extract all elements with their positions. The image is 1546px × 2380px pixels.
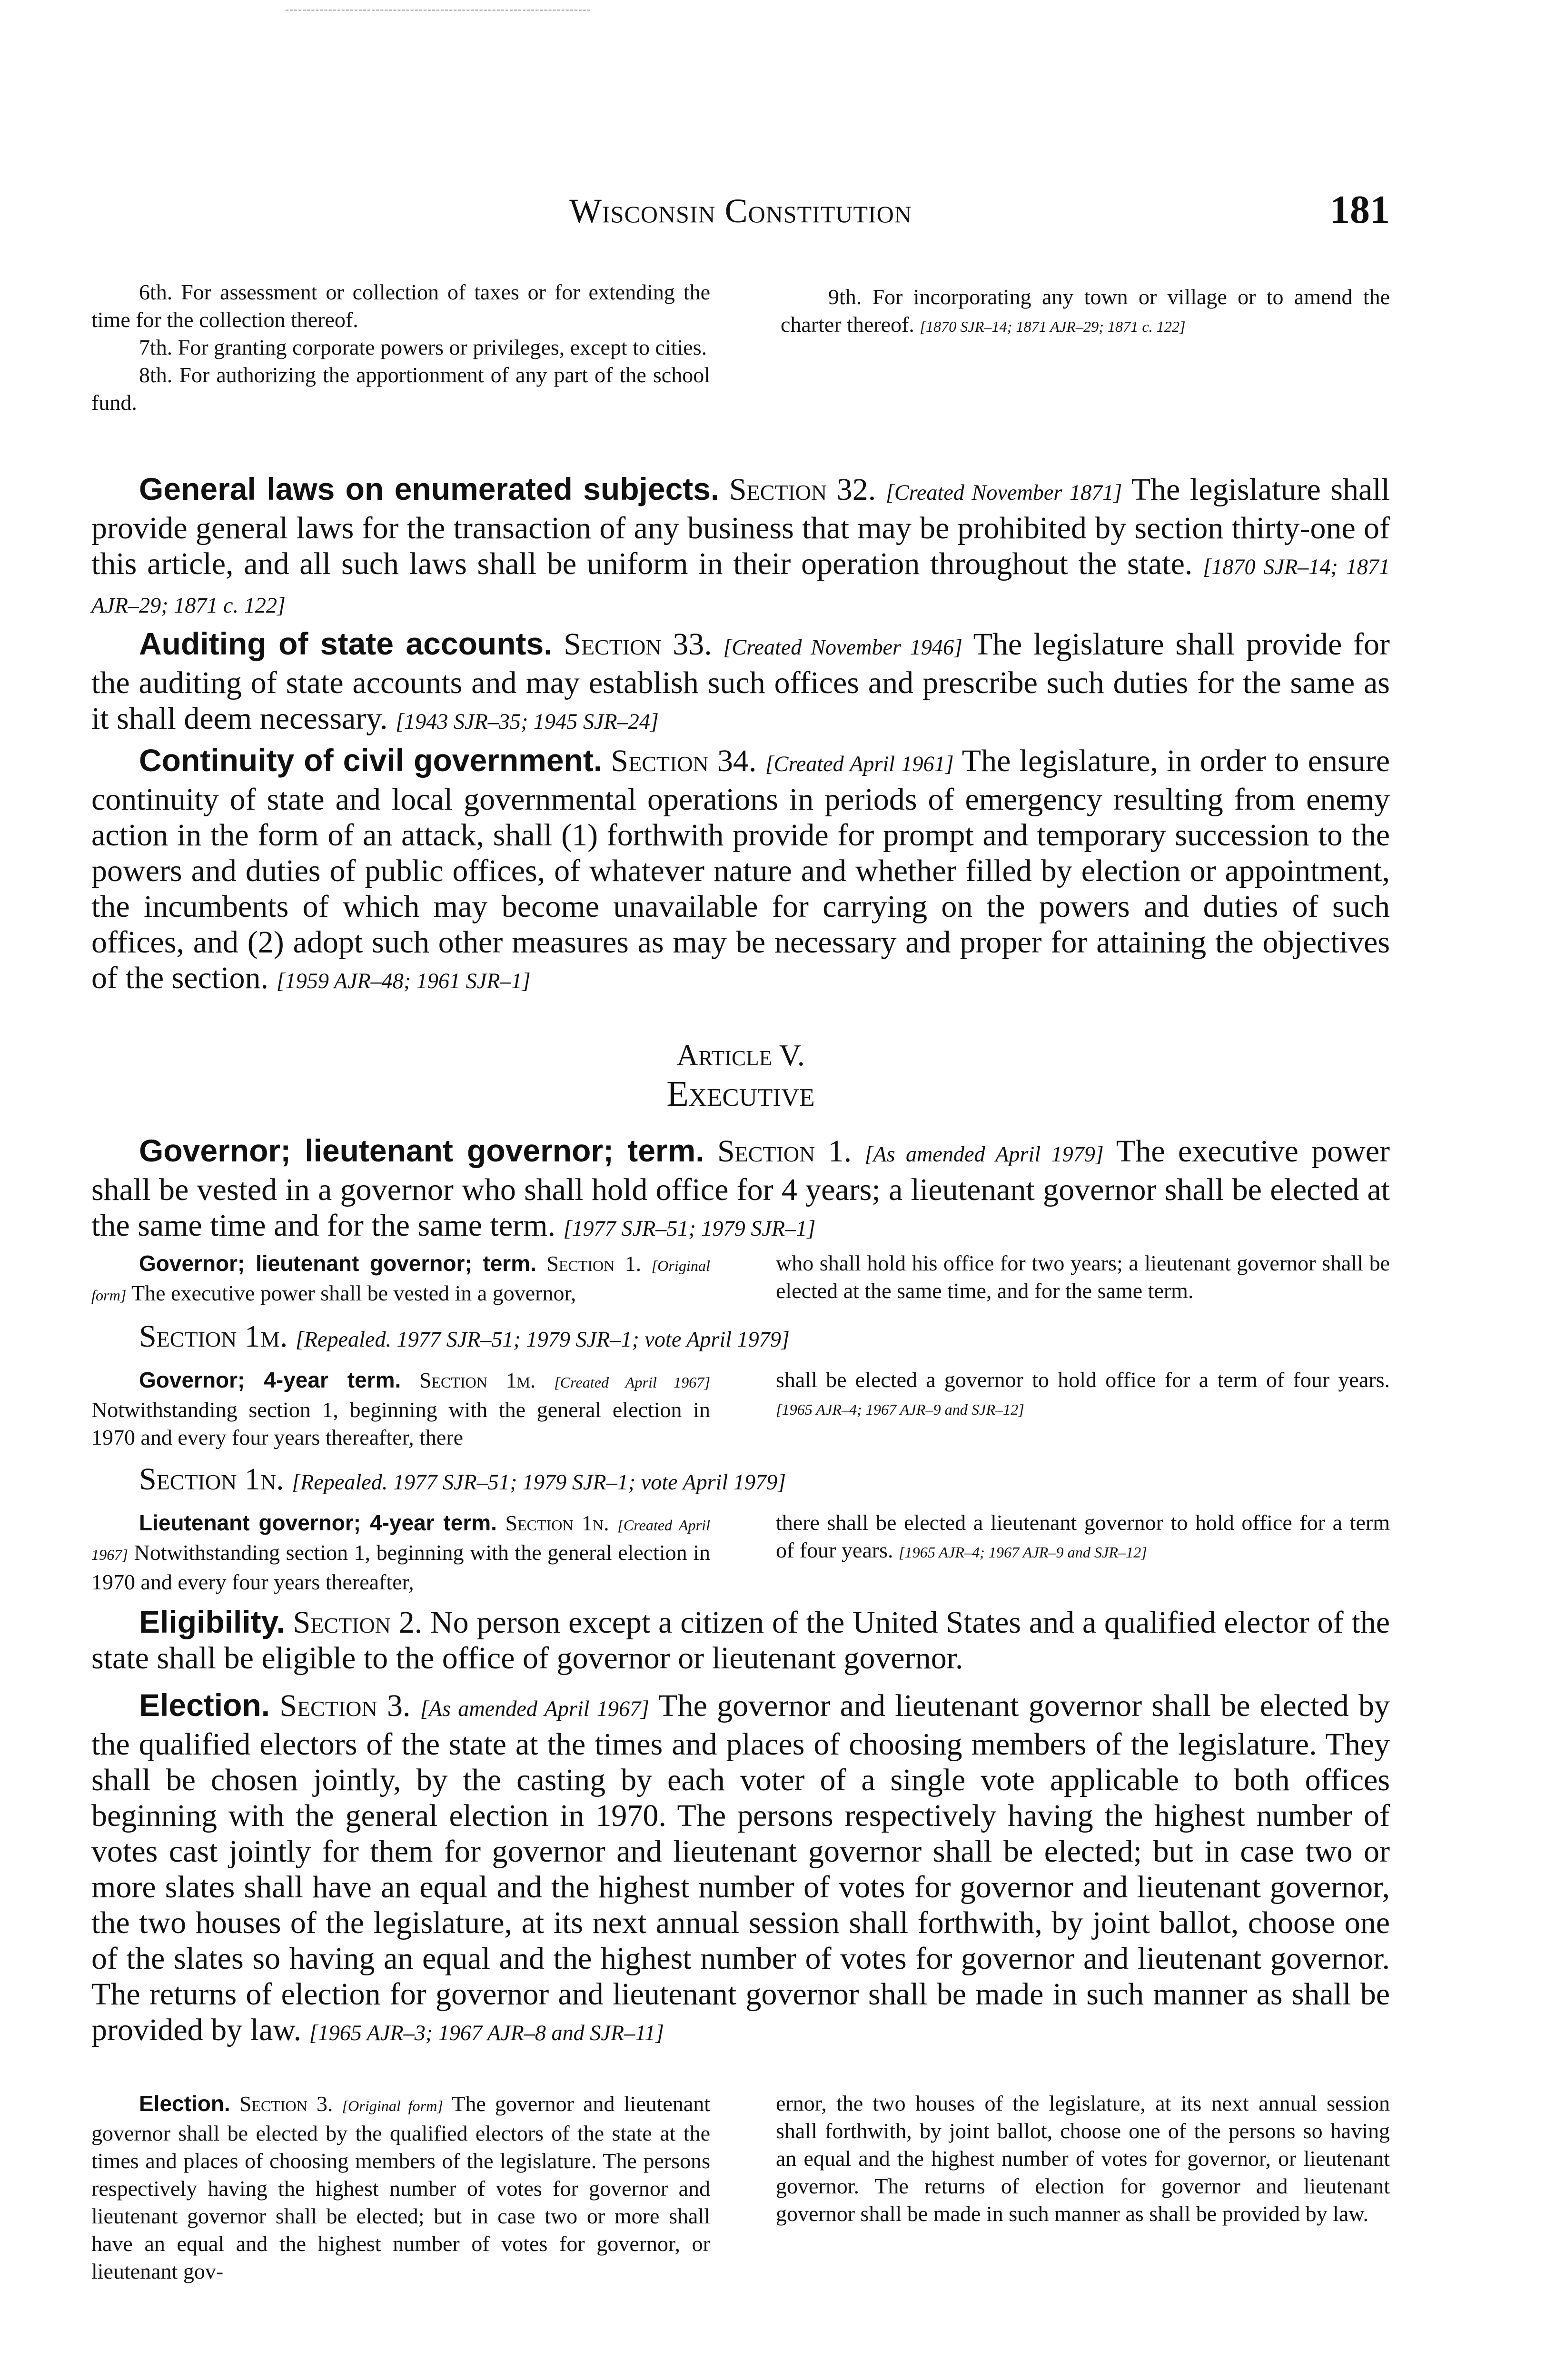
section-1n-original-left — [91, 1509, 710, 1596]
section-note: [Created April 1961] — [765, 752, 954, 776]
section-note: [Repealed. 1977 SJR–51; 1979 SJR–1; vote April 1979] — [292, 1470, 786, 1494]
article-v-section-3 — [91, 1687, 1390, 2051]
original-form-right — [776, 1250, 1390, 1305]
section-number: Section 1. — [717, 1134, 852, 1169]
section-note: [Original form] — [91, 1257, 711, 1304]
section-note: [As amended April 1979] — [864, 1142, 1104, 1166]
section-note: [Created April 1967] — [91, 1517, 711, 1563]
citation: [1959 AJR–48; 1961 SJR–1] — [276, 969, 531, 993]
section-number: Section 34. — [611, 744, 757, 778]
top-right-column — [781, 283, 1390, 340]
section-3-original-left — [91, 2090, 710, 2285]
page-header — [91, 187, 1390, 239]
section-note: [Created April 1967] — [554, 1374, 711, 1391]
section-number: Section 1n. — [505, 1511, 609, 1535]
section-number: Section 2. — [293, 1605, 423, 1640]
section-text: Notwithstanding section 1, beginning with the general election in 1970 and every four years thereafter, — [91, 1540, 711, 1594]
section-text: who shall hold his office for two years; a lieutenant governor shall be elected at the same time, and for the same term. — [776, 1251, 1390, 1303]
list-item-text: 9th. For incorporating any town or village or to amend the charter thereof. — [781, 285, 1390, 337]
section-note: [Repealed. 1977 SJR–51; 1979 SJR–1; vote April 1979] — [295, 1327, 790, 1351]
list-item: 8th. For authorizing the apportionment of any part of the school fund. — [91, 363, 710, 415]
list-item — [781, 283, 1390, 340]
section-number: Section 3. — [239, 2092, 333, 2116]
citation: [1943 SJR–35; 1945 SJR–24] — [396, 709, 659, 734]
section-number: Section 1m. — [419, 1368, 536, 1392]
section-text: shall be elected a governor to hold office for a term of four years. — [776, 1368, 1390, 1392]
section-number: Section 1m. — [139, 1319, 288, 1354]
section-number: Section 32. — [729, 472, 876, 507]
section-text: Notwithstanding section 1, beginning with the general election in 1970 and every four years thereafter, there — [91, 1398, 710, 1449]
citation: [1965 AJR–3; 1967 AJR–8 and SJR–11] — [309, 2021, 664, 2045]
section-1m-original-left — [91, 1366, 710, 1451]
article-title: Executive — [666, 1074, 815, 1114]
section-text: The legislature, in order to ensure continuity of state and local governmental operations in periods of emergency resulting from enemy action in the form of an attack, shall (1) forthwith provide for prompt and temporary succession to the powers and duties of public offices, of whatever nature and whether filled by election or appointment, the incumbents of which may become unavailable for carrying on the powers and duties of such offices, and (2) adopt such other measures as may be necessary and proper for attaining the objectives of the section. — [91, 744, 1390, 995]
article-number: Article V. — [676, 1038, 805, 1072]
section-number: Section 3. — [279, 1688, 411, 1723]
section-34 — [91, 743, 1390, 999]
list-item: 7th. For granting corporate powers or privileges, except to cities. — [139, 335, 707, 359]
article-v-section-2 — [91, 1604, 1390, 1676]
section-text: The executive power shall be vested in a governor who shall hold office for 4 years; a lieutenant governor shall be elected at the same time and for the same term. — [91, 1134, 1390, 1243]
citation: [1870 SJR–14; 1871 AJR–29; 1871 c. 122] — [920, 318, 1186, 335]
section-3-original-right — [776, 2090, 1390, 2228]
article-heading — [91, 1038, 1390, 1115]
scan-mark — [286, 10, 590, 15]
section-heading: Governor; lieutenant governor; term. — [139, 1251, 536, 1276]
section-heading: Governor; 4-year term. — [139, 1368, 401, 1392]
running-title: Wisconsin Constitution — [569, 192, 912, 230]
section-1m-original-right — [776, 1366, 1390, 1423]
citation: [1977 SJR–51; 1979 SJR–1] — [563, 1216, 816, 1240]
section-text: No person except a citizen of the United States and a qualified elector of the state shall be eligible to the office of governor or lieutenant governor. — [91, 1605, 1390, 1676]
section-heading: Election. — [139, 1687, 270, 1723]
list-item: 6th. For assessment or collection of taxes or for extending the time for the collection thereof. — [91, 280, 710, 332]
article-v-section-1n — [91, 1461, 1390, 1500]
section-note: [Original form] — [342, 2097, 443, 2114]
citation: [1870 SJR–14; 1871 AJR–29; 1871 c. 122] — [91, 555, 1390, 617]
section-text: The legislature shall provide for the auditing of state accounts and may establish such offices and prescribe such duties for the same as it shall deem necessary. — [91, 627, 1390, 736]
section-note: [As amended April 1967] — [420, 1696, 650, 1721]
citation: [1965 AJR–4; 1967 AJR–9 and SJR–12] — [899, 1544, 1147, 1561]
section-text: ernor, the two houses of the legislature, at its next annual session shall forthwith, by joint ballot, choose one of the persons so having an equal and the highest number of votes for governor, or lieutenant governor. The returns of election for governor and lieutenant governor shall be made in such manner as shall be provided by law. — [776, 2091, 1390, 2226]
original-form-left — [91, 1250, 710, 1309]
section-heading: Governor; lieutenant governor; term. — [139, 1133, 704, 1168]
section-text: The legislature shall provide general laws for the transaction of any business that may be prohibited by section thirty-one of this article, and all such laws shall be uniform in their operation throughout the state. — [91, 472, 1390, 581]
section-text: The governor and lieutenant governor shall be elected by the qualified electors of the state at the times and places of choosing members of the legislature. The persons respectively having the highest number of votes for governor and lieutenant governor shall be elected; but in case two or more shall have an equal and the highest number of votes for governor, or lieutenant gov- — [91, 2092, 711, 2283]
section-number: Section 1n. — [139, 1462, 284, 1497]
section-number: Section 1. — [546, 1251, 642, 1276]
section-note: [Created November 1946] — [723, 635, 963, 659]
section-33 — [91, 626, 1390, 739]
section-1n-original-right — [776, 1509, 1390, 1566]
section-text: The governor and lieutenant governor shall be elected by the qualified electors of the state at the times and places of choosing members of the legislature. They shall be chosen jointly, by the casting by each voter of a single vote applicable to both offices beginning with the general election in 1970. The persons respectively having the highest number of votes cast jointly for them for governor and lieutenant governor shall be elected; but in case two or more slates shall have an equal and the highest number of votes for governor and lieutenant governor, the two houses of the legislature, at its next annual session shall forthwith, by joint ballot, choose one of the slates so having an equal and the highest number of votes for governor and lieutenant governor. The returns of election for governor and lieutenant governor shall be made in such manner as shall be provided by law. — [91, 1688, 1390, 2047]
article-v-section-1m — [91, 1319, 1390, 1357]
section-heading: Auditing of state accounts. — [139, 626, 553, 661]
citation: [1965 AJR–4; 1967 AJR–9 and SJR–12] — [776, 1401, 1024, 1418]
section-heading: Eligibility. — [139, 1604, 285, 1639]
section-note: [Created November 1871] — [885, 480, 1122, 505]
page-number: 181 — [1330, 188, 1390, 232]
section-heading: General laws on enumerated subjects. — [139, 471, 720, 506]
section-heading: Election. — [139, 2091, 230, 2116]
article-v-section-1 — [91, 1133, 1390, 1246]
section-heading: Lieutenant governor; 4-year term. — [139, 1510, 497, 1535]
section-text: there shall be elected a lieutenant governor to hold office for a term of four years. — [776, 1510, 1390, 1562]
section-heading: Continuity of civil government. — [139, 743, 603, 778]
section-32 — [91, 471, 1390, 623]
section-text: The executive power shall be vested in a governor, — [131, 1281, 576, 1305]
section-number: Section 33. — [564, 627, 712, 662]
top-left-column — [91, 278, 710, 416]
